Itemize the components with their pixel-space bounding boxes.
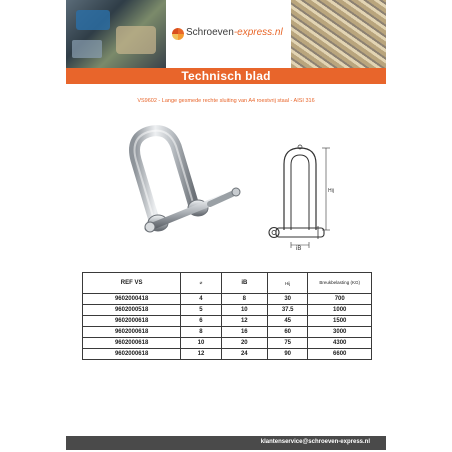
table-row: 9602000618 8 16 60 3000: [83, 327, 372, 338]
col-inner-width: iB: [221, 273, 267, 294]
logo-text: Schroeven-express.nl: [186, 27, 283, 38]
datasheet-page: [66, 0, 386, 452]
header-banner: [66, 0, 386, 68]
logo: [166, 0, 291, 68]
shackle-photo: [114, 120, 254, 240]
table-row: 9602000618 6 12 45 1500: [83, 316, 372, 327]
table-row: 9602000618 12 24 90 6600: [83, 349, 372, 360]
table-header-row: [83, 273, 372, 294]
title-bar: [66, 68, 386, 84]
screws-photo: [291, 0, 386, 68]
technical-drawing: [258, 142, 358, 252]
product-subtitle: VS9602 - Lange gesmede rechte sluiting van A4 roestvrij staal - AISI 316: [137, 98, 315, 104]
col-height: Hij: [267, 273, 307, 294]
col-ref: REF VS: [83, 273, 181, 294]
height-label: Hij: [328, 188, 334, 194]
col-diameter: ⌀: [181, 273, 221, 294]
workshop-photo: [66, 0, 166, 68]
width-label: iB: [296, 246, 302, 252]
spec-table: [82, 272, 372, 360]
footer-bar: [66, 436, 386, 450]
table-row: 9602000518 5 10 37.5 1000: [83, 305, 372, 316]
contact-email-link[interactable]: klantenservice@schroeven-express.nl: [260, 439, 370, 445]
table-row: 9602000418 4 8 30 700: [83, 294, 372, 305]
page-title: Technisch blad: [181, 69, 271, 83]
col-breaking-load: Breukbelasting (KG): [308, 273, 372, 294]
logo-mark-icon: [172, 28, 184, 40]
table-row: 9602000618 10 20 75 4300: [83, 338, 372, 349]
